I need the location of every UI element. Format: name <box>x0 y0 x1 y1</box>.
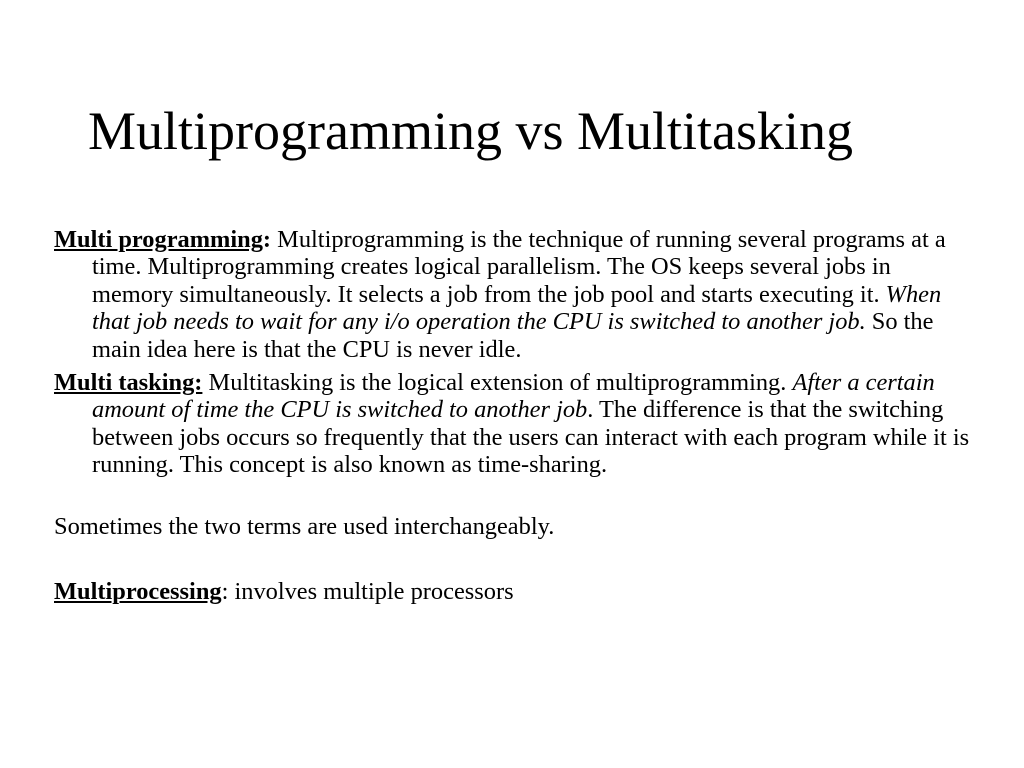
multiprocessing-term: Multiprocessing <box>54 578 222 606</box>
multiprogramming-term: Multi programming <box>54 226 263 253</box>
multitasking-text-a: Multitasking is the logical extension of multiprogramming. <box>202 369 793 397</box>
multiprocessing-paragraph <box>54 578 974 605</box>
multitasking-paragraph <box>54 369 974 479</box>
multiprogramming-italic: When that job needs to wait for any i/o operation the CPU is switched to another job. <box>92 280 942 336</box>
multiprogramming-text-b: So the main idea here is that the CPU is never idle. <box>92 308 934 363</box>
multiprogramming-colon: : <box>262 226 272 253</box>
multiprogramming-paragraph <box>54 226 974 363</box>
interchangeable-note: Sometimes the two terms are used interchangeably. <box>54 512 555 540</box>
slide-title: Multiprogramming vs Multitasking <box>88 101 853 161</box>
slide-body <box>54 226 974 605</box>
multitasking-text-b: . The difference is that the switching between jobs occurs so frequently that the users can interact with each program while it is running. This concept is also known as time-sharing. <box>92 396 970 479</box>
multiprogramming-text-a: Multiprogramming is the technique of running several programs at a time. Multiprogramming creates logical parallelism. The OS keeps several jobs in memory simultaneously. It selects a job from the job pool and starts executing it. <box>92 226 946 308</box>
multitasking-italic: After a certain amount of time the CPU is switched to another job <box>92 369 935 424</box>
multiprocessing-text: : involves multiple processors <box>221 578 514 606</box>
multitasking-term: Multi tasking: <box>54 369 203 397</box>
